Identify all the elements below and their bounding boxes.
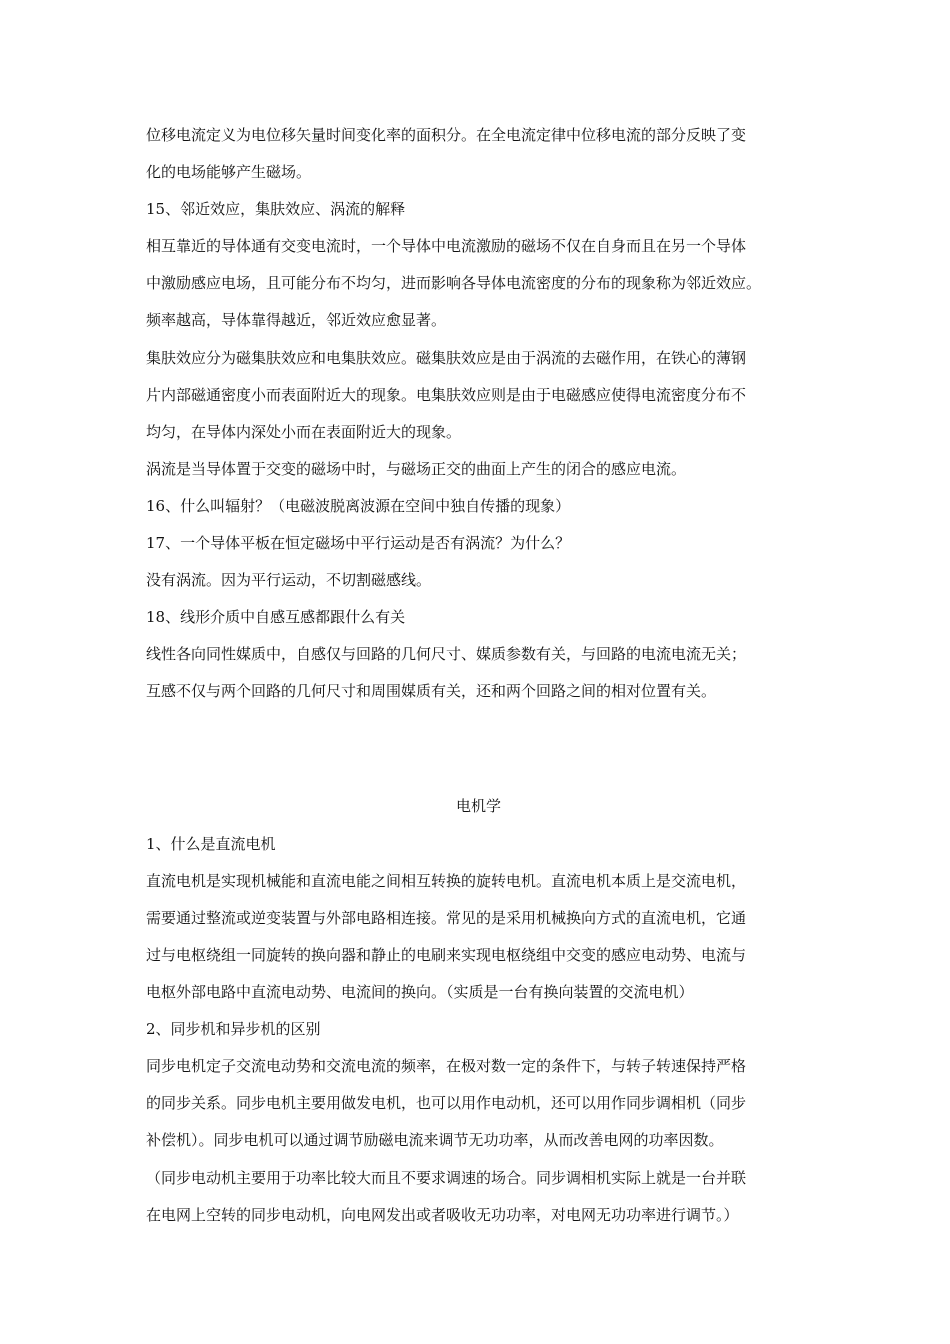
paragraph-line: 过与电枢绕组一同旋转的换向器和静止的电刷来实现电枢绕组中交变的感应电动势、电流与 <box>146 946 747 964</box>
paragraph-line: （同步电动机主要用于功率比较大而且不要求调速的场合。同步调相机实际上就是一台并联 <box>146 1169 747 1187</box>
question-heading: 15、邻近效应，集肤效应、涡流的解释 <box>146 200 406 218</box>
question-heading: 2、同步机和异步机的区别 <box>146 1020 321 1038</box>
paragraph-line: 同步电机定子交流电动势和交流电流的频率，在极对数一定的条件下，与转子转速保持严格 <box>146 1057 747 1075</box>
paragraph-line: 化的电场能够产生磁场。 <box>146 163 312 181</box>
paragraph-line: 相互靠近的导体通有交变电流时，一个导体中电流激励的磁场不仅在自身而且在另一个导体 <box>146 237 747 255</box>
paragraph-line: 集肤效应分为磁集肤效应和电集肤效应。磁集肤效应是由于涡流的去磁作用，在铁心的薄钢 <box>146 349 747 367</box>
paragraph-line: 频率越高，导体靠得越近，邻近效应愈显著。 <box>146 311 447 329</box>
question-heading: 17、一个导体平板在恒定磁场中平行运动是否有涡流？为什么？ <box>146 534 571 552</box>
paragraph-line: 中激励感应电场，且可能分布不均匀，进而影响各导体电流密度的分布的现象称为邻近效应。 <box>146 274 762 292</box>
paragraph-line: 互感不仅与两个回路的几何尺寸和周围媒质有关，还和两个回路之间的相对位置有关。 <box>146 682 717 700</box>
paragraph-line: 补偿机）。同步电机可以通过调节励磁电流来调节无功功率，从而改善电网的功率因数。 <box>146 1131 724 1149</box>
question-heading: 18、线形介质中自感互感都跟什么有关 <box>146 608 406 626</box>
paragraph-line: 涡流是当导体置于交变的磁场中时，与磁场正交的曲面上产生的闭合的感应电流。 <box>146 460 687 478</box>
paragraph-line: 直流电机是实现机械能和直流电能之间相互转换的旋转电机。直流电机本质上是交流电机， <box>146 872 747 890</box>
paragraph-line: 片内部磁通密度小而表面附近大的现象。电集肤效应则是由于电磁感应使得电流密度分布不 <box>146 386 747 404</box>
paragraph-line: 没有涡流。因为平行运动，不切割磁感线。 <box>146 571 432 589</box>
paragraph-line: 在电网上空转的同步电动机，向电网发出或者吸收无功功率，对电网无功功率进行调节。） <box>146 1206 739 1224</box>
paragraph-line: 的同步关系。同步电机主要用做发电机，也可以用作电动机，还可以用作同步调相机（同步 <box>146 1094 747 1112</box>
paragraph-line: 位移电流定义为电位移矢量时间变化率的面积分。在全电流定律中位移电流的部分反映了变 <box>146 126 747 144</box>
paragraph-line: 电枢外部电路中直流电动势、电流间的换向。（实质是一台有换向装置的交流电机） <box>146 983 694 1001</box>
question-heading: 1、什么是直流电机 <box>146 835 276 853</box>
question-heading: 16、什么叫辐射？（电磁波脱离波源在空间中独自传播的现象） <box>146 497 571 515</box>
section-title: 电机学 <box>455 797 501 815</box>
paragraph-line: 线性各向同性媒质中，自感仅与回路的几何尺寸、媒质参数有关，与回路的电流电流无关； <box>146 645 747 663</box>
paragraph-line: 均匀，在导体内深处小而在表面附近大的现象。 <box>146 423 462 441</box>
paragraph-line: 需要通过整流或逆变装置与外部电路相连接。常见的是采用机械换向方式的直流电机，它通 <box>146 909 747 927</box>
